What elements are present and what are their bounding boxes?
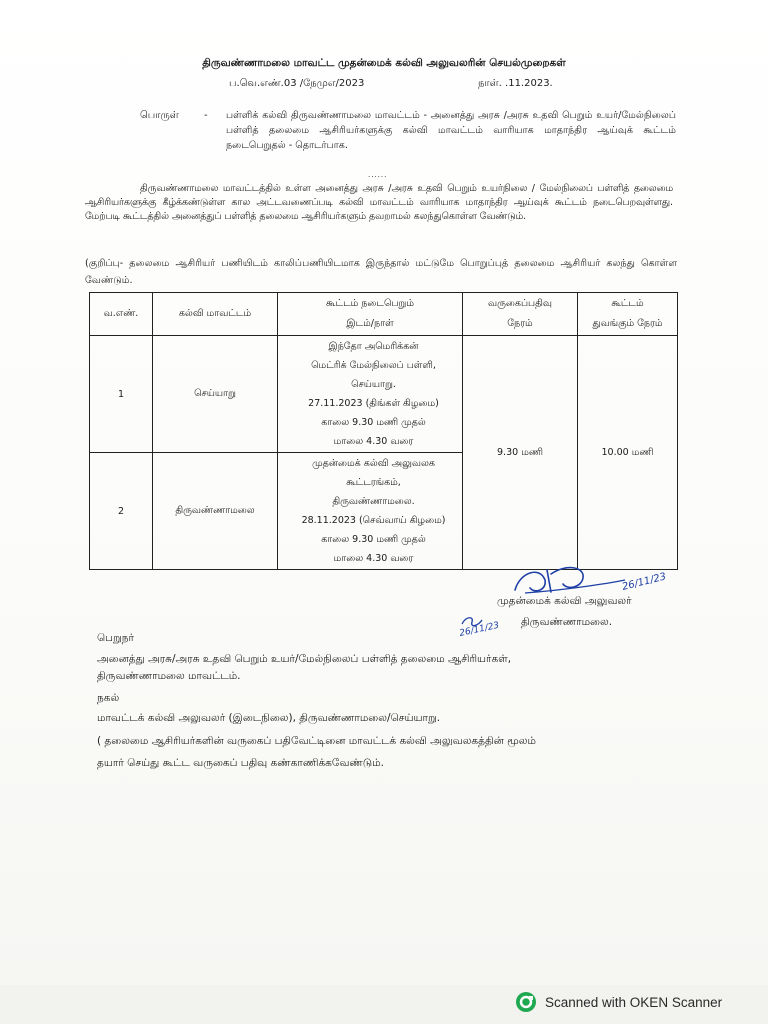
venue-line: முதன்மைக் கல்வி அலுவலக: [312, 458, 435, 469]
svg-text:26/11/23: 26/11/23: [621, 571, 668, 593]
separator-dots: ......: [368, 171, 388, 179]
scanner-brand-text: Scanned with OKEN Scanner: [545, 994, 723, 1010]
venue-line: 28.11.2023 (செவ்வாய் கிழமை): [301, 515, 446, 526]
header-registration-line2: நேரம்: [507, 318, 533, 329]
venue-line: மெட்ரிக் மேல்நிலைப் பள்ளி,: [311, 360, 436, 371]
row-serial: 1: [90, 336, 153, 453]
note-paragraph: (குறிப்பு- தலைமை ஆசிரியர் பணியிடம் காலிப்பணியிடமாக இருந்தால் மட்டுமே பொறுப்புத் தலைமை ஆசிரியர் கலந்து கொள்ள வேண்டும்.: [85, 258, 677, 286]
venue-line: மாலை 4.30 வரை: [333, 553, 414, 564]
subject-text: பள்ளிக் கல்வி திருவண்ணாமலை மாவட்டம் - அனைத்து அரசு /அரசு உதவி பெறும் உயர்/மேல்நிலைப் பள்ளித் தலைமை ஆசிரியர்களுக்கு கல்வி மாவட்டம் வாரியாக மாதாந்திர ஆய்வுக் கூட்டம் நடைபெறுதல் - தொடர்பாக.: [226, 110, 676, 151]
header-registration: [463, 293, 578, 336]
header-start-line2: துவங்கும் நேரம்: [592, 318, 663, 329]
header-serial: வ.எண்.: [90, 293, 153, 336]
header-venue-line2: இடம்/நாள்: [346, 318, 394, 329]
document-title: திருவண்ணாமலை மாவட்ட முதன்மைக் கல்வி அலுவலரின் செயல்முறைகள்: [202, 57, 566, 69]
subject-label: பொருள்: [140, 110, 179, 121]
recipients-text: அனைத்து அரசு/அரசு உதவி பெறும் உயர்/மேல்நிலைப் பள்ளித் தலைமை ஆசிரியர்கள்,: [97, 653, 512, 665]
meeting-schedule-table: [89, 292, 678, 570]
row-venue: [278, 336, 463, 453]
row-venue: [278, 453, 463, 570]
copy-note-line1: ( தலைமை ஆசிரியர்களின் வருகைப் பதிவேட்டினை மாவட்டக் கல்வி அலுவலகத்தின் மூலம்: [97, 735, 536, 747]
row-district: செய்யாறு: [153, 336, 278, 453]
header-venue-line1: கூட்டம் நடைபெறும்: [325, 298, 414, 309]
header-start-time: [578, 293, 678, 336]
venue-line: திருவண்ணாமலை.: [332, 496, 415, 507]
header-registration-line1: வருகைப்பதிவு: [488, 298, 552, 309]
row-district: திருவண்ணாமலை: [153, 453, 278, 570]
header-venue: [278, 293, 463, 336]
table-row: [90, 336, 678, 453]
copy-label: நகல்: [97, 692, 120, 704]
handwritten-initials: [456, 610, 531, 640]
venue-line: இந்தோ அமெரிக்கன்: [328, 341, 419, 352]
signatory-place: திருவண்ணாமலை.: [521, 616, 613, 628]
signatory-designation: முதன்மைக் கல்வி அலுவலர்: [497, 595, 632, 607]
reference-number: ப.வெ.எண்.03 /நேமுஎ/2023: [229, 78, 365, 89]
subject-dash: -: [204, 110, 208, 121]
svg-text:26/11/23: 26/11/23: [458, 620, 501, 639]
start-time-cell: 10.00 மணி: [578, 336, 678, 570]
venue-line: காலை 9.30 மணி முதல்: [321, 417, 426, 428]
header-district: கல்வி மாவட்டம்: [153, 293, 278, 336]
venue-line: கூட்டரங்கம்,: [346, 477, 401, 488]
document-date: நாள். .11.2023.: [478, 78, 553, 89]
oken-scanner-logo-icon: [515, 991, 537, 1013]
body-paragraph: திருவண்ணாமலை மாவட்டத்தில் உள்ள அனைத்து அரசு /அரசு உதவி பெறும் உயர்நிலை / மேல்நிலைப் பள்ளித் தலைமை ஆசிரியர்களுக்கு கீழ்க்கண்டுள்ள கால அட்டவணைப்படி கல்வி மாவட்டம் வாரியாக மாதாந்திர ஆய்வுக் கூட்டம் நடைபெறவுள்ளது. மேற்படி கூட்டத்தில் அனைத்துப் பள்ளித் தலைமை ஆசிரியர்களும் தவறாமல் கலந்துகொள்ள வேண்டும்.: [85, 183, 673, 223]
venue-line: மாலை 4.30 வரை: [333, 436, 414, 447]
copy-note-line2: தயார் செய்து கூட்ட வருகைப் பதிவு கண்காணிக்கவேண்டும்.: [97, 757, 384, 769]
scanner-footer: [0, 985, 768, 1024]
table-header-row: [90, 293, 678, 336]
venue-line: செய்யாறு.: [351, 379, 396, 390]
recipients-label: பெறுநர்: [97, 632, 134, 644]
registration-time-cell: 9.30 மணி: [463, 336, 578, 570]
row-serial: 2: [90, 453, 153, 570]
copy-text: மாவட்டக் கல்வி அலுவலர் (இடைநிலை), திருவண்ணாமலை/செய்யாறு.: [97, 712, 441, 724]
venue-line: காலை 9.30 மணி முதல்: [321, 534, 426, 545]
venue-line: 27.11.2023 (திங்கள் கிழமை): [308, 398, 439, 409]
header-start-line1: கூட்டம்: [611, 298, 644, 309]
recipients-place: திருவண்ணாமலை மாவட்டம்.: [97, 670, 241, 682]
scanner-brand: [515, 991, 722, 1013]
